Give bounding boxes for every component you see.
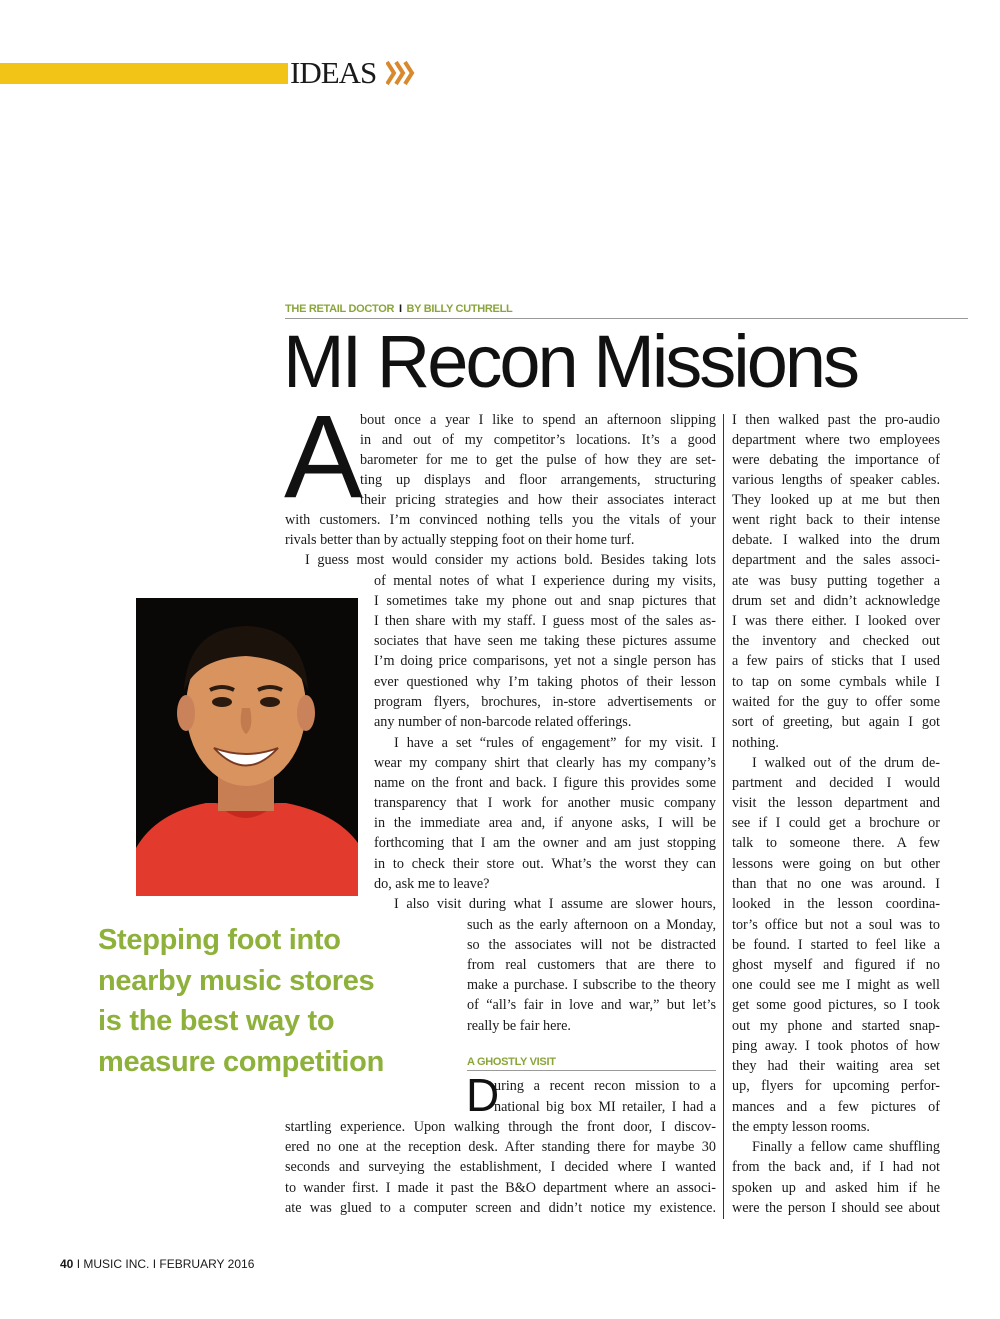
- body-line: I then walked past the pro-audio: [732, 412, 940, 428]
- body-line: sociates that have seen me taking these pictures assume: [374, 633, 716, 649]
- body-line: drum set and didn’t acknowledge: [732, 593, 940, 609]
- body-line: nothing.: [732, 735, 779, 751]
- page-folio: [60, 1257, 254, 1271]
- drop-cap: A: [284, 391, 363, 523]
- body-line: looked in the lesson coordina-: [732, 896, 940, 912]
- section-color-bar: [0, 63, 288, 84]
- pull-quote-line: is the best way to: [98, 1005, 335, 1037]
- column-name: THE RETAIL DOCTOR: [285, 303, 395, 315]
- body-line: waited for the guy to offer some: [732, 694, 940, 710]
- body-line: mances and a few pictures of: [732, 1099, 940, 1115]
- body-line: get some good pictures, so I took: [732, 997, 940, 1013]
- kicker-separator: I: [398, 303, 402, 315]
- publication-name: MUSIC INC.: [83, 1257, 150, 1271]
- body-line: lessons were going on but other: [732, 856, 940, 872]
- body-line: in the immediate area and, if anyone asks, I will be: [374, 815, 716, 831]
- body-line: do, ask me to leave?: [374, 876, 490, 892]
- drop-cap: D: [466, 1069, 500, 1121]
- section-subhead: A GHOSTLY VISIT: [467, 1056, 716, 1071]
- body-line: one could see me I might as well: [732, 977, 940, 993]
- body-line: I then share with my staff. I guess most of the sales as-: [374, 613, 716, 629]
- body-line: ate was glued to a computer screen and didn’t notice my existence.: [285, 1200, 716, 1216]
- body-line: ever questioned why I’m taking photos of their lesson: [374, 674, 716, 690]
- pull-quote: [98, 920, 448, 1082]
- body-line: really be fair here.: [467, 1018, 571, 1034]
- body-line: in and out of my competitor’s locations. It’s a good: [360, 432, 716, 448]
- body-line: from the back and, if I had not: [732, 1159, 940, 1175]
- body-line: I guess most would consider my actions bold. Besides taking lots: [305, 552, 716, 568]
- body-line: department and the sales associ-: [732, 552, 940, 568]
- body-line: visit the lesson department and: [732, 795, 940, 811]
- body-line: bout once a year I like to spend an afternoon slipping: [360, 412, 716, 428]
- body-line: to tap on some cymbals while I: [732, 674, 940, 690]
- body-line: startling experience. Upon walking through the front door, I discov-: [285, 1119, 716, 1135]
- issue-date: FEBRUARY 2016: [159, 1257, 255, 1271]
- folio-separator: I: [76, 1257, 81, 1271]
- pull-quote-line: measure competition: [98, 1045, 384, 1078]
- body-line: their pricing strategies and how their associates interact: [360, 492, 716, 508]
- pull-quote-line: Stepping foot into: [98, 924, 341, 956]
- body-line: program flyers, brochures, in-store advertisements or: [374, 694, 716, 710]
- body-line: forthcoming that I am the owner and am just stopping: [374, 835, 716, 851]
- body-line: tor’s office but not a soul was to: [732, 917, 940, 933]
- triple-chevron-right-icon: [386, 60, 416, 86]
- body-line: ghost myself and figured if no: [732, 957, 940, 973]
- body-line: various lengths of speaker cables.: [732, 472, 940, 488]
- body-line: be found. I started to feel like a: [732, 937, 940, 953]
- body-line: of mental notes of what I experience during my visits,: [374, 573, 716, 589]
- body-line: I walked out of the drum de-: [752, 755, 940, 771]
- body-line: They looked up at me but then: [732, 492, 940, 508]
- body-line: the inventory and checked out: [732, 633, 940, 649]
- body-line: I’m doing price comparisons, yet not a single person has: [374, 653, 716, 669]
- body-line: national big box MI retailer, I had a: [494, 1099, 716, 1115]
- section-label-rest: DEAS: [299, 55, 377, 90]
- body-line: to wander first. I made it past the B&O department where an associ-: [285, 1180, 716, 1196]
- body-line: out my phone and started snap-: [732, 1018, 940, 1034]
- body-line: partment and decided I would: [732, 775, 940, 791]
- body-line: up, flyers for upcoming perfor-: [732, 1078, 940, 1094]
- body-line: debate. I walked into the drum: [732, 532, 940, 548]
- body-line: spoken up and asked him if he: [732, 1180, 940, 1196]
- body-line: talk to someone there. A few: [732, 835, 940, 851]
- body-line: any number of non-barcode related offerings.: [374, 714, 632, 730]
- body-line: name on the front and back. I figure this provides some: [374, 775, 716, 791]
- article-title: MI Recon Missions: [283, 320, 858, 403]
- body-line: transparency that I work for another music company: [374, 795, 716, 811]
- body-line: so the associates will not be distracted: [467, 937, 716, 953]
- article-kicker: [285, 303, 968, 319]
- pull-quote-line: nearby music stores: [98, 964, 375, 997]
- body-line: ping away. I took photos of how: [732, 1038, 940, 1054]
- body-line: the empty lesson rooms.: [732, 1119, 870, 1135]
- body-line: see if I could get a brochure or: [732, 815, 940, 831]
- page-number: 40: [60, 1257, 74, 1271]
- body-line: of “all’s fair in love and war,” but let’s: [467, 997, 716, 1013]
- body-line: wear my company shirt that clearly has my company’s: [374, 755, 716, 771]
- body-line: rivals better than by actually stepping foot on their home turf.: [285, 532, 635, 548]
- body-line: ting up displays and floor arrangements, structuring: [360, 472, 716, 488]
- folio-separator: I: [152, 1257, 157, 1271]
- body-line: sort of greeting, but again I got: [732, 714, 940, 730]
- byline: BY BILLY CUTHRELL: [406, 303, 513, 315]
- body-line: such as the early afternoon on a Monday,: [467, 917, 716, 933]
- body-line: a few pairs of sticks that I used: [732, 653, 940, 669]
- body-line: barometer for me to get the pulse of how they are set-: [360, 452, 716, 468]
- body-line: in to check their store out. What’s the worst they can: [374, 856, 716, 872]
- body-line: Finally a fellow came shuffling: [752, 1139, 940, 1155]
- body-line: were the person I should see about: [732, 1200, 940, 1216]
- body-line: ate was busy putting together a: [732, 573, 940, 589]
- body-line: I also visit during what I assume are slower hours,: [394, 896, 716, 912]
- body-line: ered no one at the reception desk. After standing there for maybe 30: [285, 1139, 716, 1155]
- body-line: went right back to their intense: [732, 512, 940, 528]
- column-divider: [723, 414, 724, 1219]
- author-portrait: [136, 598, 358, 896]
- section-label: [290, 55, 376, 91]
- body-line: with customers. I’m convinced nothing tells you the vitals of your: [285, 512, 716, 528]
- body-line: from real customers that are there to: [467, 957, 716, 973]
- body-line: seconds and surveying the establishment, I decided where I wanted: [285, 1159, 716, 1175]
- body-line: they had their waiting area set: [732, 1058, 940, 1074]
- body-line: make a purchase. I subscribe to the theory: [467, 977, 716, 993]
- body-line: than that no one was around. I: [732, 876, 940, 892]
- section-label-initial: I: [290, 55, 300, 90]
- body-line: were debating the importance of: [732, 452, 940, 468]
- body-line: uring a recent recon mission to a: [494, 1078, 716, 1094]
- body-line: I have a set “rules of engagement” for my visit. I: [394, 735, 716, 751]
- body-line: department where two employees: [732, 432, 940, 448]
- body-line: I was there either. I looked over: [732, 613, 940, 629]
- body-line: I sometimes take my phone out and snap pictures that: [374, 593, 716, 609]
